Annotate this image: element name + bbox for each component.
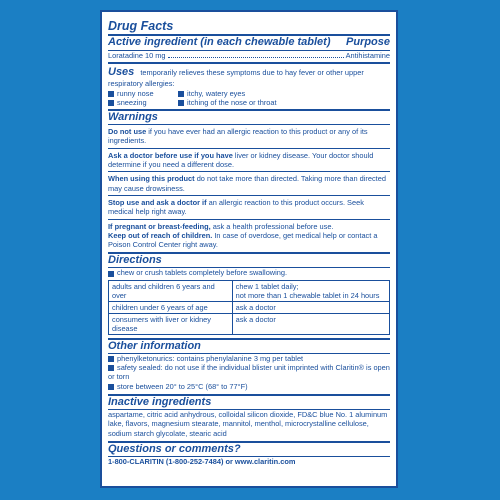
list-item: phenylketonurics: contains phenylalanine 3 mg per tablet [108, 354, 390, 363]
warnings-heading: Warnings [108, 111, 158, 124]
list-item: store between 20° to 25°C (68° to 77°F) [108, 382, 390, 391]
uses-heading: Uses [108, 66, 135, 79]
directions-text: chew or crush tablets completely before swallowing. [108, 268, 390, 277]
other-information-section [108, 340, 390, 396]
warning-do-not-use: Do not use if you have ever had an allergic reaction to this product or any of its ingredients. [108, 127, 368, 146]
inactive-ingredients-text: aspartame, citric acid anhydrous, colloidal silicon dioxide, FD&C blue No. 1 aluminum lake, flavors, magnesium stearate, mannitol, menthol, microcrystalline cellulose, sodium starch glycolate, stearic acid [108, 409, 388, 438]
uses-section [108, 64, 390, 111]
warning-ask-doctor: Ask a doctor before use if you have liver or kidney disease. Your doctor should determine if you need a different dose. [108, 150, 374, 170]
dose-who: adults and children 6 years and over [109, 280, 233, 301]
uses-item: itchy, watery eyes [178, 89, 390, 98]
questions-section [108, 443, 390, 466]
questions-heading: Questions or comments? [108, 442, 241, 455]
drug-facts-header [108, 18, 390, 36]
table-row [109, 280, 390, 301]
inactive-ingredients-section [108, 396, 390, 443]
warning-stop-use: Stop use and ask a doctor if an allergic reaction to this product occurs. Seek medical help right away. [108, 197, 364, 217]
warning-pregnant: If pregnant or breast-feeding, ask a health professional before use. [108, 221, 334, 231]
active-ingredient-purpose: Antihistamine [345, 51, 390, 60]
drug-facts-title: Drug Facts [108, 19, 174, 33]
dose-who: children under 6 years of age [109, 301, 233, 313]
directions-table [108, 280, 390, 335]
dose-amount: ask a doctor [232, 313, 389, 334]
warning-keep-out: Keep out of reach of children. In case of overdose, get medical help or contact a Poison Control Center right away. [108, 230, 378, 250]
uses-item: sneezing [108, 98, 178, 107]
warning-when-using: When using this product do not take more than directed. Taking more than directed may cause drowsiness. [108, 174, 386, 193]
table-row [109, 313, 390, 334]
table-row [109, 301, 390, 313]
active-ingredient-name: Loratadine 10 mg [108, 51, 166, 60]
dose-who: consumers with liver or kidney disease [109, 313, 233, 334]
directions-section [108, 254, 390, 339]
uses-item: runny nose [108, 89, 178, 98]
directions-heading: Directions [108, 254, 162, 267]
active-ingredient-section [108, 36, 390, 64]
purpose-heading: Purpose [345, 36, 390, 48]
active-ingredient-heading: Active ingredient (in each chewable tablet) [108, 36, 331, 48]
dose-amount: ask a doctor [232, 301, 389, 313]
drug-facts-panel [100, 10, 398, 488]
questions-contact: 1-800-CLARITIN (1-800-252-7484) or www.claritin.com [108, 456, 296, 466]
inactive-ingredients-heading: Inactive ingredients [108, 395, 212, 408]
uses-item: itching of the nose or throat [178, 98, 390, 107]
warnings-section [108, 111, 390, 254]
uses-text: temporarily relieves these symptoms due to hay fever or other upper respiratory allergies: [108, 68, 364, 89]
list-item: safety sealed: do not use if the individual blister unit imprinted with Claritin® is open or torn [108, 363, 390, 382]
other-information-heading: Other information [108, 339, 201, 352]
dose-amount: chew 1 tablet daily; not more than 1 chewable tablet in 24 hours [232, 280, 389, 301]
